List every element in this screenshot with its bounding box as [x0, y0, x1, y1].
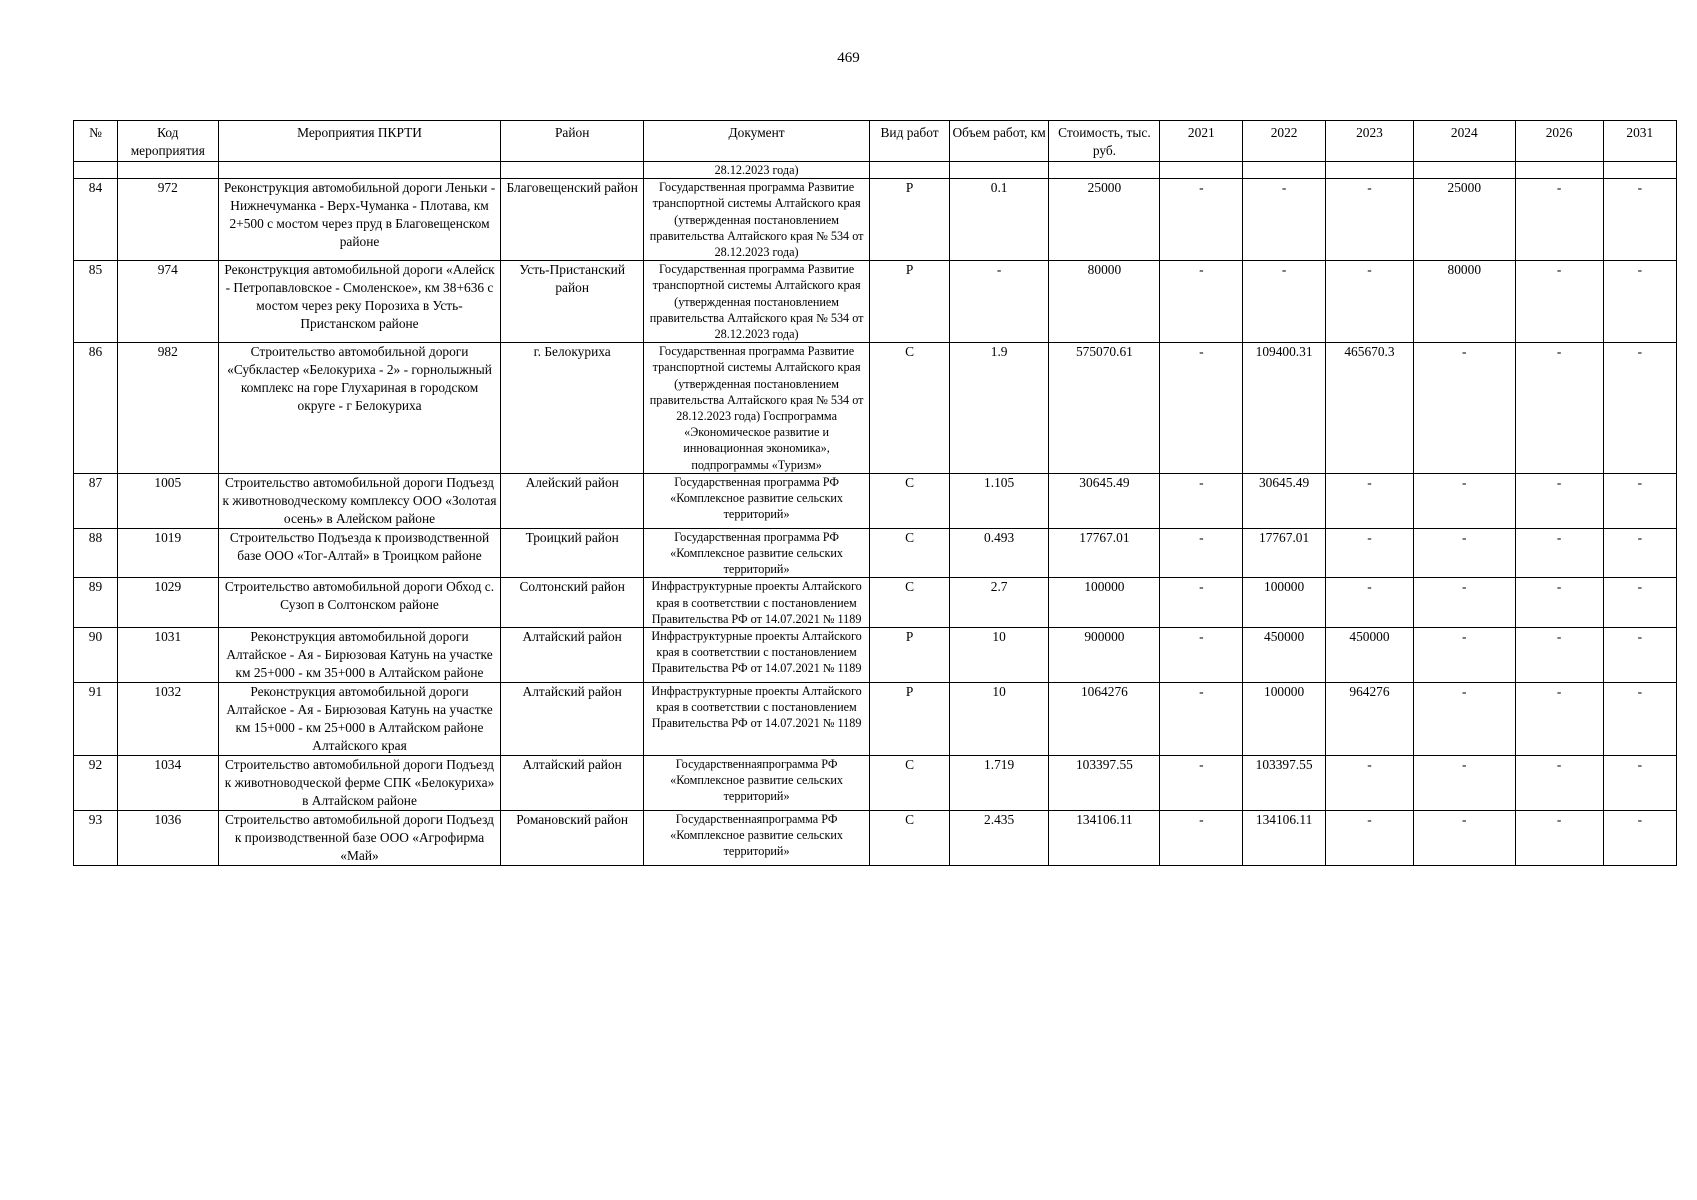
event-name-cell: Строительство автомобильной дороги Подъезд к животноводческой ферме СПК «Белокуриха» в Алтайском районе [218, 756, 501, 811]
volume-cell: 2.7 [949, 578, 1049, 628]
event-code-cell: 1019 [118, 528, 219, 578]
year-2023-cell: - [1325, 179, 1413, 261]
page-number: 469 [837, 50, 860, 66]
event-code-cell: 1005 [118, 473, 219, 528]
volume-cell: 2.435 [949, 811, 1049, 866]
year-2022-cell: 30645.49 [1243, 473, 1326, 528]
work-type-cell: Р [870, 683, 950, 756]
district-cell: Солтонский район [501, 578, 643, 628]
cost-cell: 1064276 [1049, 683, 1160, 756]
year-2024-cell: - [1413, 343, 1515, 474]
event-name-cell: Строительство автомобильной дороги «Субкластер «Белокуриха - 2» - горнолыжный комплекс на горе Глухариная в городском округе - г Белокуриха [218, 343, 501, 474]
district-cell: Усть-Пристанский район [501, 261, 643, 343]
row-number-cell: 91 [74, 683, 118, 756]
year-2026-cell: - [1515, 179, 1603, 261]
cost-cell: 103397.55 [1049, 756, 1160, 811]
table-cell [870, 162, 950, 179]
event-name-cell: Строительство автомобильной дороги Подъезд к животноводческому комплексу ООО «Золотая осень» в Алейском районе [218, 473, 501, 528]
cost-cell: 80000 [1049, 261, 1160, 343]
event-code-cell: 1032 [118, 683, 219, 756]
header-code: Код мероприятия [118, 121, 219, 162]
year-2022-cell: - [1243, 179, 1326, 261]
header-document: Документ [643, 121, 869, 162]
year-2024-cell: - [1413, 756, 1515, 811]
year-2026-cell: - [1515, 811, 1603, 866]
work-type-cell: С [870, 811, 950, 866]
header-work-type: Вид работ [870, 121, 950, 162]
row-number-cell: 84 [74, 179, 118, 261]
volume-cell: 0.493 [949, 528, 1049, 578]
row-number-cell: 92 [74, 756, 118, 811]
year-2022-cell: 100000 [1243, 683, 1326, 756]
volume-cell: 10 [949, 628, 1049, 683]
year-2023-cell: - [1325, 528, 1413, 578]
row-number-cell: 88 [74, 528, 118, 578]
district-cell: Троицкий район [501, 528, 643, 578]
header-2026: 2026 [1515, 121, 1603, 162]
row-number-cell: 90 [74, 628, 118, 683]
table-cell [1413, 162, 1515, 179]
volume-cell: 0.1 [949, 179, 1049, 261]
table-cell [949, 162, 1049, 179]
district-cell: Алтайский район [501, 628, 643, 683]
work-type-cell: С [870, 343, 950, 474]
year-2024-cell: - [1413, 528, 1515, 578]
year-2031-cell: - [1603, 179, 1676, 261]
row-number-cell: 85 [74, 261, 118, 343]
volume-cell: 10 [949, 683, 1049, 756]
event-code-cell: 972 [118, 179, 219, 261]
event-name-cell: Реконструкция автомобильной дороги «Алейск - Петропавловское - Смоленское», км 38+636 с мостом через реку Порозиха в Усть-Пристанском районе [218, 261, 501, 343]
document-cell: Государственная программа РФ «Комплексное развитие сельских территорий» [643, 473, 869, 528]
document-cell: Государственная программа Развитие транспортной системы Алтайского края (утвержденная постановлением правительства Алтайского края № 534 от 28.12.2023 года) [643, 261, 869, 343]
document-cell: Государственная программа Развитие транспортной системы Алтайского края (утвержденная постановлением правительства Алтайского края № 534 от 28.12.2023 года) [643, 179, 869, 261]
table-cell [1603, 162, 1676, 179]
cost-cell: 25000 [1049, 179, 1160, 261]
table-cell [118, 162, 219, 179]
event-code-cell: 1036 [118, 811, 219, 866]
year-2031-cell: - [1603, 528, 1676, 578]
volume-cell: 1.9 [949, 343, 1049, 474]
year-2026-cell: - [1515, 756, 1603, 811]
year-2026-cell: - [1515, 528, 1603, 578]
cost-cell: 100000 [1049, 578, 1160, 628]
event-name-cell: Строительство автомобильной дороги Обход с. Сузоп в Солтонском районе [218, 578, 501, 628]
year-2022-cell: 17767.01 [1243, 528, 1326, 578]
work-type-cell: С [870, 756, 950, 811]
year-2023-cell: 964276 [1325, 683, 1413, 756]
year-2031-cell: - [1603, 473, 1676, 528]
header-2022: 2022 [1243, 121, 1326, 162]
year-2026-cell: - [1515, 578, 1603, 628]
year-2021-cell: - [1160, 179, 1243, 261]
table-cell [1515, 162, 1603, 179]
district-cell: Благовещенский район [501, 179, 643, 261]
road-projects-table [73, 120, 1677, 866]
year-2031-cell: - [1603, 261, 1676, 343]
year-2031-cell: - [1603, 756, 1676, 811]
year-2023-cell: - [1325, 473, 1413, 528]
year-2021-cell: - [1160, 343, 1243, 474]
year-2023-cell: - [1325, 756, 1413, 811]
year-2026-cell: - [1515, 343, 1603, 474]
header-row [74, 121, 1677, 162]
year-2022-cell: 100000 [1243, 578, 1326, 628]
table-row [74, 343, 1677, 474]
cost-cell: 17767.01 [1049, 528, 1160, 578]
document-cell: Государственная программа Развитие транспортной системы Алтайского края (утвержденная постановлением правительства Алтайского края № 534 от 28.12.2023 года) Госпрограмма «Экономическое развитие и инновационная экономика», подпрограммы «Туризм» [643, 343, 869, 474]
table-cell [74, 162, 118, 179]
document-cell: Инфраструктурные проекты Алтайского края в соответствии с постановлением Правительства РФ от 14.07.2021 № 1189 [643, 578, 869, 628]
table-cell [1160, 162, 1243, 179]
row-number-cell: 93 [74, 811, 118, 866]
row-number-cell: 89 [74, 578, 118, 628]
row-number-cell: 86 [74, 343, 118, 474]
document-cell: Государственнаяпрограмма РФ «Комплексное развитие сельских территорий» [643, 756, 869, 811]
continuation-row [74, 162, 1677, 179]
year-2031-cell: - [1603, 811, 1676, 866]
continuation-text: 28.12.2023 года) [643, 162, 869, 179]
table-row [74, 179, 1677, 261]
work-type-cell: С [870, 528, 950, 578]
year-2023-cell: - [1325, 578, 1413, 628]
document-cell: Инфраструктурные проекты Алтайского края в соответствии с постановлением Правительства РФ от 14.07.2021 № 1189 [643, 628, 869, 683]
year-2023-cell: 465670.3 [1325, 343, 1413, 474]
district-cell: Алтайский район [501, 756, 643, 811]
header-cost: Стоимость, тыс. руб. [1049, 121, 1160, 162]
event-code-cell: 1029 [118, 578, 219, 628]
header-district: Район [501, 121, 643, 162]
event-code-cell: 1031 [118, 628, 219, 683]
year-2021-cell: - [1160, 811, 1243, 866]
table-row [74, 578, 1677, 628]
header-2023: 2023 [1325, 121, 1413, 162]
district-cell: г. Белокуриха [501, 343, 643, 474]
year-2024-cell: - [1413, 628, 1515, 683]
header-number: № [74, 121, 118, 162]
year-2023-cell: - [1325, 261, 1413, 343]
table-cell [1049, 162, 1160, 179]
event-code-cell: 974 [118, 261, 219, 343]
year-2022-cell: 109400.31 [1243, 343, 1326, 474]
volume-cell: - [949, 261, 1049, 343]
year-2024-cell: - [1413, 811, 1515, 866]
table-row [74, 756, 1677, 811]
header-2021: 2021 [1160, 121, 1243, 162]
work-type-cell: Р [870, 261, 950, 343]
year-2031-cell: - [1603, 628, 1676, 683]
year-2021-cell: - [1160, 683, 1243, 756]
table-row [74, 528, 1677, 578]
year-2023-cell: 450000 [1325, 628, 1413, 683]
year-2026-cell: - [1515, 261, 1603, 343]
row-number-cell: 87 [74, 473, 118, 528]
year-2026-cell: - [1515, 473, 1603, 528]
volume-cell: 1.105 [949, 473, 1049, 528]
year-2021-cell: - [1160, 578, 1243, 628]
year-2031-cell: - [1603, 343, 1676, 474]
event-code-cell: 1034 [118, 756, 219, 811]
district-cell: Алтайский район [501, 683, 643, 756]
district-cell: Алейский район [501, 473, 643, 528]
year-2021-cell: - [1160, 628, 1243, 683]
event-name-cell: Строительство автомобильной дороги Подъезд к производственной базе ООО «Агрофирма «Май» [218, 811, 501, 866]
year-2021-cell: - [1160, 261, 1243, 343]
table-cell [218, 162, 501, 179]
event-name-cell: Реконструкция автомобильной дороги Алтайское - Ая - Бирюзовая Катунь на участке км 25+000 - км 35+000 в Алтайском районе [218, 628, 501, 683]
year-2031-cell: - [1603, 578, 1676, 628]
year-2024-cell: - [1413, 683, 1515, 756]
cost-cell: 30645.49 [1049, 473, 1160, 528]
cost-cell: 134106.11 [1049, 811, 1160, 866]
table-row [74, 683, 1677, 756]
year-2022-cell: 103397.55 [1243, 756, 1326, 811]
event-name-cell: Реконструкция автомобильной дороги Алтайское - Ая - Бирюзовая Катунь на участке км 15+000 - км 25+000 в Алтайском районе Алтайского края [218, 683, 501, 756]
table-cell [501, 162, 643, 179]
table-row [74, 261, 1677, 343]
work-type-cell: Р [870, 628, 950, 683]
year-2031-cell: - [1603, 683, 1676, 756]
cost-cell: 900000 [1049, 628, 1160, 683]
header-2024: 2024 [1413, 121, 1515, 162]
work-type-cell: Р [870, 179, 950, 261]
volume-cell: 1.719 [949, 756, 1049, 811]
table-row [74, 628, 1677, 683]
year-2024-cell: - [1413, 578, 1515, 628]
table-cell [1325, 162, 1413, 179]
year-2021-cell: - [1160, 473, 1243, 528]
event-code-cell: 982 [118, 343, 219, 474]
cost-cell: 575070.61 [1049, 343, 1160, 474]
year-2026-cell: - [1515, 628, 1603, 683]
year-2021-cell: - [1160, 528, 1243, 578]
header-event: Мероприятия ПКРТИ [218, 121, 501, 162]
header-2031: 2031 [1603, 121, 1676, 162]
year-2024-cell: 80000 [1413, 261, 1515, 343]
table-cell [1243, 162, 1326, 179]
year-2024-cell: - [1413, 473, 1515, 528]
work-type-cell: С [870, 473, 950, 528]
year-2022-cell: 134106.11 [1243, 811, 1326, 866]
header-volume: Объем работ, км [949, 121, 1049, 162]
year-2024-cell: 25000 [1413, 179, 1515, 261]
year-2026-cell: - [1515, 683, 1603, 756]
event-name-cell: Строительство Подъезда к производственной базе ООО «Тог-Алтай» в Троицком районе [218, 528, 501, 578]
document-cell: Инфраструктурные проекты Алтайского края в соответствии с постановлением Правительства РФ от 14.07.2021 № 1189 [643, 683, 869, 756]
table-row [74, 811, 1677, 866]
document-cell: Государственная программа РФ «Комплексное развитие сельских территорий» [643, 528, 869, 578]
district-cell: Романовский район [501, 811, 643, 866]
work-type-cell: С [870, 578, 950, 628]
event-name-cell: Реконструкция автомобильной дороги Леньки - Нижнечуманка - Верх-Чуманка - Плотава, км 2+500 с мостом через пруд в Благовещенском районе [218, 179, 501, 261]
table-row [74, 473, 1677, 528]
year-2022-cell: - [1243, 261, 1326, 343]
year-2022-cell: 450000 [1243, 628, 1326, 683]
year-2023-cell: - [1325, 811, 1413, 866]
year-2021-cell: - [1160, 756, 1243, 811]
document-cell: Государственнаяпрограмма РФ «Комплексное развитие сельских территорий» [643, 811, 869, 866]
